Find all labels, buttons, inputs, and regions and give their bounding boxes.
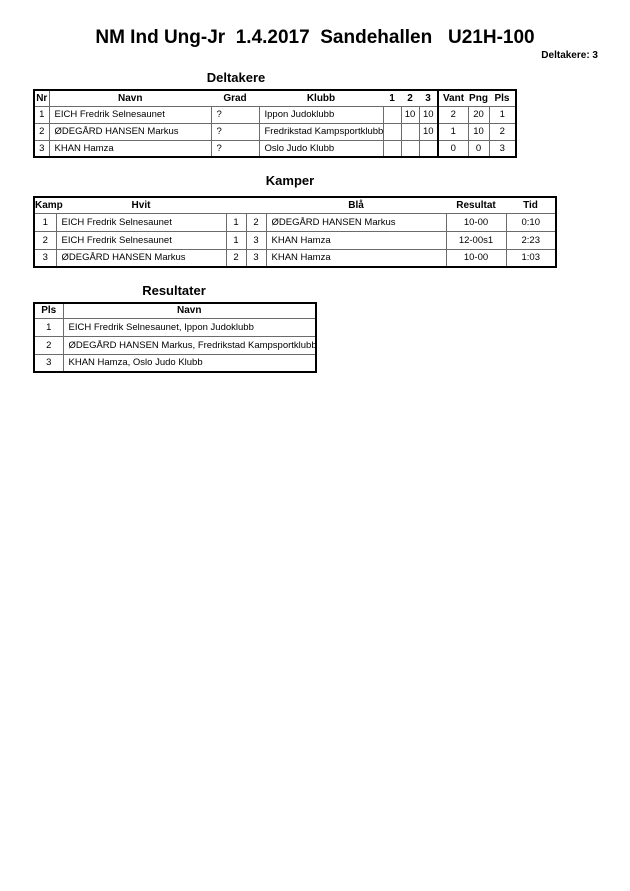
cell-navn: ØDEGÅRD HANSEN Markus, Fredrikstad Kampsportklubb bbox=[63, 336, 316, 354]
column-header-bla-nr bbox=[246, 197, 266, 213]
column-header-png: Png bbox=[469, 92, 488, 104]
kamper-table bbox=[33, 196, 557, 268]
cell-round3 bbox=[419, 140, 438, 157]
table-row bbox=[34, 213, 556, 231]
cell-grad: ? bbox=[211, 106, 259, 123]
cell-bla-nr: 3 bbox=[246, 231, 266, 249]
cell-navn: ØDEGÅRD HANSEN Markus bbox=[49, 123, 211, 140]
table-row bbox=[34, 106, 516, 123]
cell-navn: EICH Fredrik Selnesaunet bbox=[49, 106, 211, 123]
column-header-hvit-nr bbox=[226, 197, 246, 213]
cell-pls: 2 bbox=[489, 123, 516, 140]
column-header-pls: Pls bbox=[34, 303, 63, 318]
column-header-vant: Vant bbox=[438, 90, 468, 106]
cell-pls: 3 bbox=[34, 354, 63, 372]
cell-bla-nr: 3 bbox=[246, 249, 266, 267]
cell-kamp: 2 bbox=[34, 231, 56, 249]
table-row bbox=[34, 231, 556, 249]
table-row bbox=[34, 249, 556, 267]
table-row bbox=[34, 318, 316, 336]
cell-kamp: 3 bbox=[34, 249, 56, 267]
cell-pls: 2 bbox=[34, 336, 63, 354]
cell-bla: KHAN Hamza bbox=[266, 249, 446, 267]
cell-tid: 0:10 bbox=[506, 213, 556, 231]
cell-klubb: Ippon Judoklubb bbox=[259, 106, 383, 123]
section-heading-deltakere: Deltakere bbox=[206, 70, 266, 85]
column-header-navn: Navn bbox=[118, 92, 143, 104]
cell-hvit: ØDEGÅRD HANSEN Markus bbox=[56, 249, 226, 267]
cell-klubb: Oslo Judo Klubb bbox=[259, 140, 383, 157]
table-row bbox=[34, 336, 316, 354]
cell-tid: 2:23 bbox=[506, 231, 556, 249]
cell-resultat: 10-00 bbox=[446, 249, 506, 267]
cell-resultat: 10-00 bbox=[446, 213, 506, 231]
cell-tid: 1:03 bbox=[506, 249, 556, 267]
cell-nr: 2 bbox=[34, 123, 49, 140]
cell-nr: 3 bbox=[34, 140, 49, 157]
cell-klubb: Fredrikstad Kampsportklubb bbox=[259, 123, 383, 140]
cell-grad: ? bbox=[211, 140, 259, 157]
table-header-row bbox=[34, 303, 316, 318]
column-header-round2: 2 bbox=[407, 92, 413, 104]
cell-round1 bbox=[383, 140, 401, 157]
cell-round1 bbox=[383, 106, 401, 123]
cell-hvit-nr: 1 bbox=[226, 213, 246, 231]
cell-hvit-nr: 1 bbox=[226, 231, 246, 249]
table-row bbox=[34, 140, 516, 157]
table-row bbox=[34, 123, 516, 140]
column-header-navn: Navn bbox=[177, 305, 202, 317]
column-header-hvit: Hvit bbox=[131, 199, 151, 211]
column-header-resultat: Resultat bbox=[456, 199, 496, 211]
cell-round1 bbox=[383, 123, 401, 140]
cell-pls: 3 bbox=[489, 140, 516, 157]
cell-vant: 2 bbox=[438, 106, 468, 123]
column-header-grad: Grad bbox=[223, 92, 247, 104]
cell-round2: 10 bbox=[401, 106, 419, 123]
column-header-tid: Tid bbox=[523, 199, 538, 211]
cell-round3: 10 bbox=[419, 123, 438, 140]
cell-round2 bbox=[401, 140, 419, 157]
table-row bbox=[34, 354, 316, 372]
cell-hvit: EICH Fredrik Selnesaunet bbox=[56, 213, 226, 231]
participants-count: Deltakere: 3 bbox=[541, 50, 598, 61]
cell-round3: 10 bbox=[419, 106, 438, 123]
column-header-nr: Nr bbox=[34, 90, 49, 106]
column-header-round3: 3 bbox=[425, 92, 431, 104]
cell-png: 10 bbox=[468, 123, 489, 140]
column-header-kamp: Kamp bbox=[35, 199, 63, 211]
cell-pls: 1 bbox=[34, 318, 63, 336]
cell-pls: 1 bbox=[489, 106, 516, 123]
column-header-klubb: Klubb bbox=[306, 92, 336, 104]
cell-navn: EICH Fredrik Selnesaunet, Ippon Judoklubb bbox=[63, 318, 316, 336]
cell-navn: KHAN Hamza, Oslo Judo Klubb bbox=[63, 354, 316, 372]
table-header-row bbox=[34, 90, 516, 106]
cell-vant: 0 bbox=[438, 140, 468, 157]
cell-png: 20 bbox=[468, 106, 489, 123]
cell-png: 0 bbox=[468, 140, 489, 157]
section-heading-kamper: Kamper bbox=[265, 173, 315, 188]
column-header-pls: Pls bbox=[494, 92, 510, 104]
cell-kamp: 1 bbox=[34, 213, 56, 231]
section-heading-resultater: Resultater bbox=[142, 283, 206, 298]
cell-bla: ØDEGÅRD HANSEN Markus bbox=[266, 213, 446, 231]
resultater-table bbox=[33, 302, 317, 373]
column-header-bla: Blå bbox=[348, 199, 364, 211]
cell-hvit-nr: 2 bbox=[226, 249, 246, 267]
table-header-row bbox=[34, 197, 556, 213]
column-header-round1: 1 bbox=[389, 92, 395, 104]
deltakere-table bbox=[33, 89, 517, 158]
page-title: NM Ind Ung-Jr 1.4.2017 Sandehallen U21H-100 bbox=[95, 27, 535, 48]
cell-grad: ? bbox=[211, 123, 259, 140]
cell-hvit: EICH Fredrik Selnesaunet bbox=[56, 231, 226, 249]
cell-bla: KHAN Hamza bbox=[266, 231, 446, 249]
cell-vant: 1 bbox=[438, 123, 468, 140]
cell-bla-nr: 2 bbox=[246, 213, 266, 231]
cell-resultat: 12-00s1 bbox=[446, 231, 506, 249]
cell-nr: 1 bbox=[34, 106, 49, 123]
cell-round2 bbox=[401, 123, 419, 140]
cell-navn: KHAN Hamza bbox=[49, 140, 211, 157]
